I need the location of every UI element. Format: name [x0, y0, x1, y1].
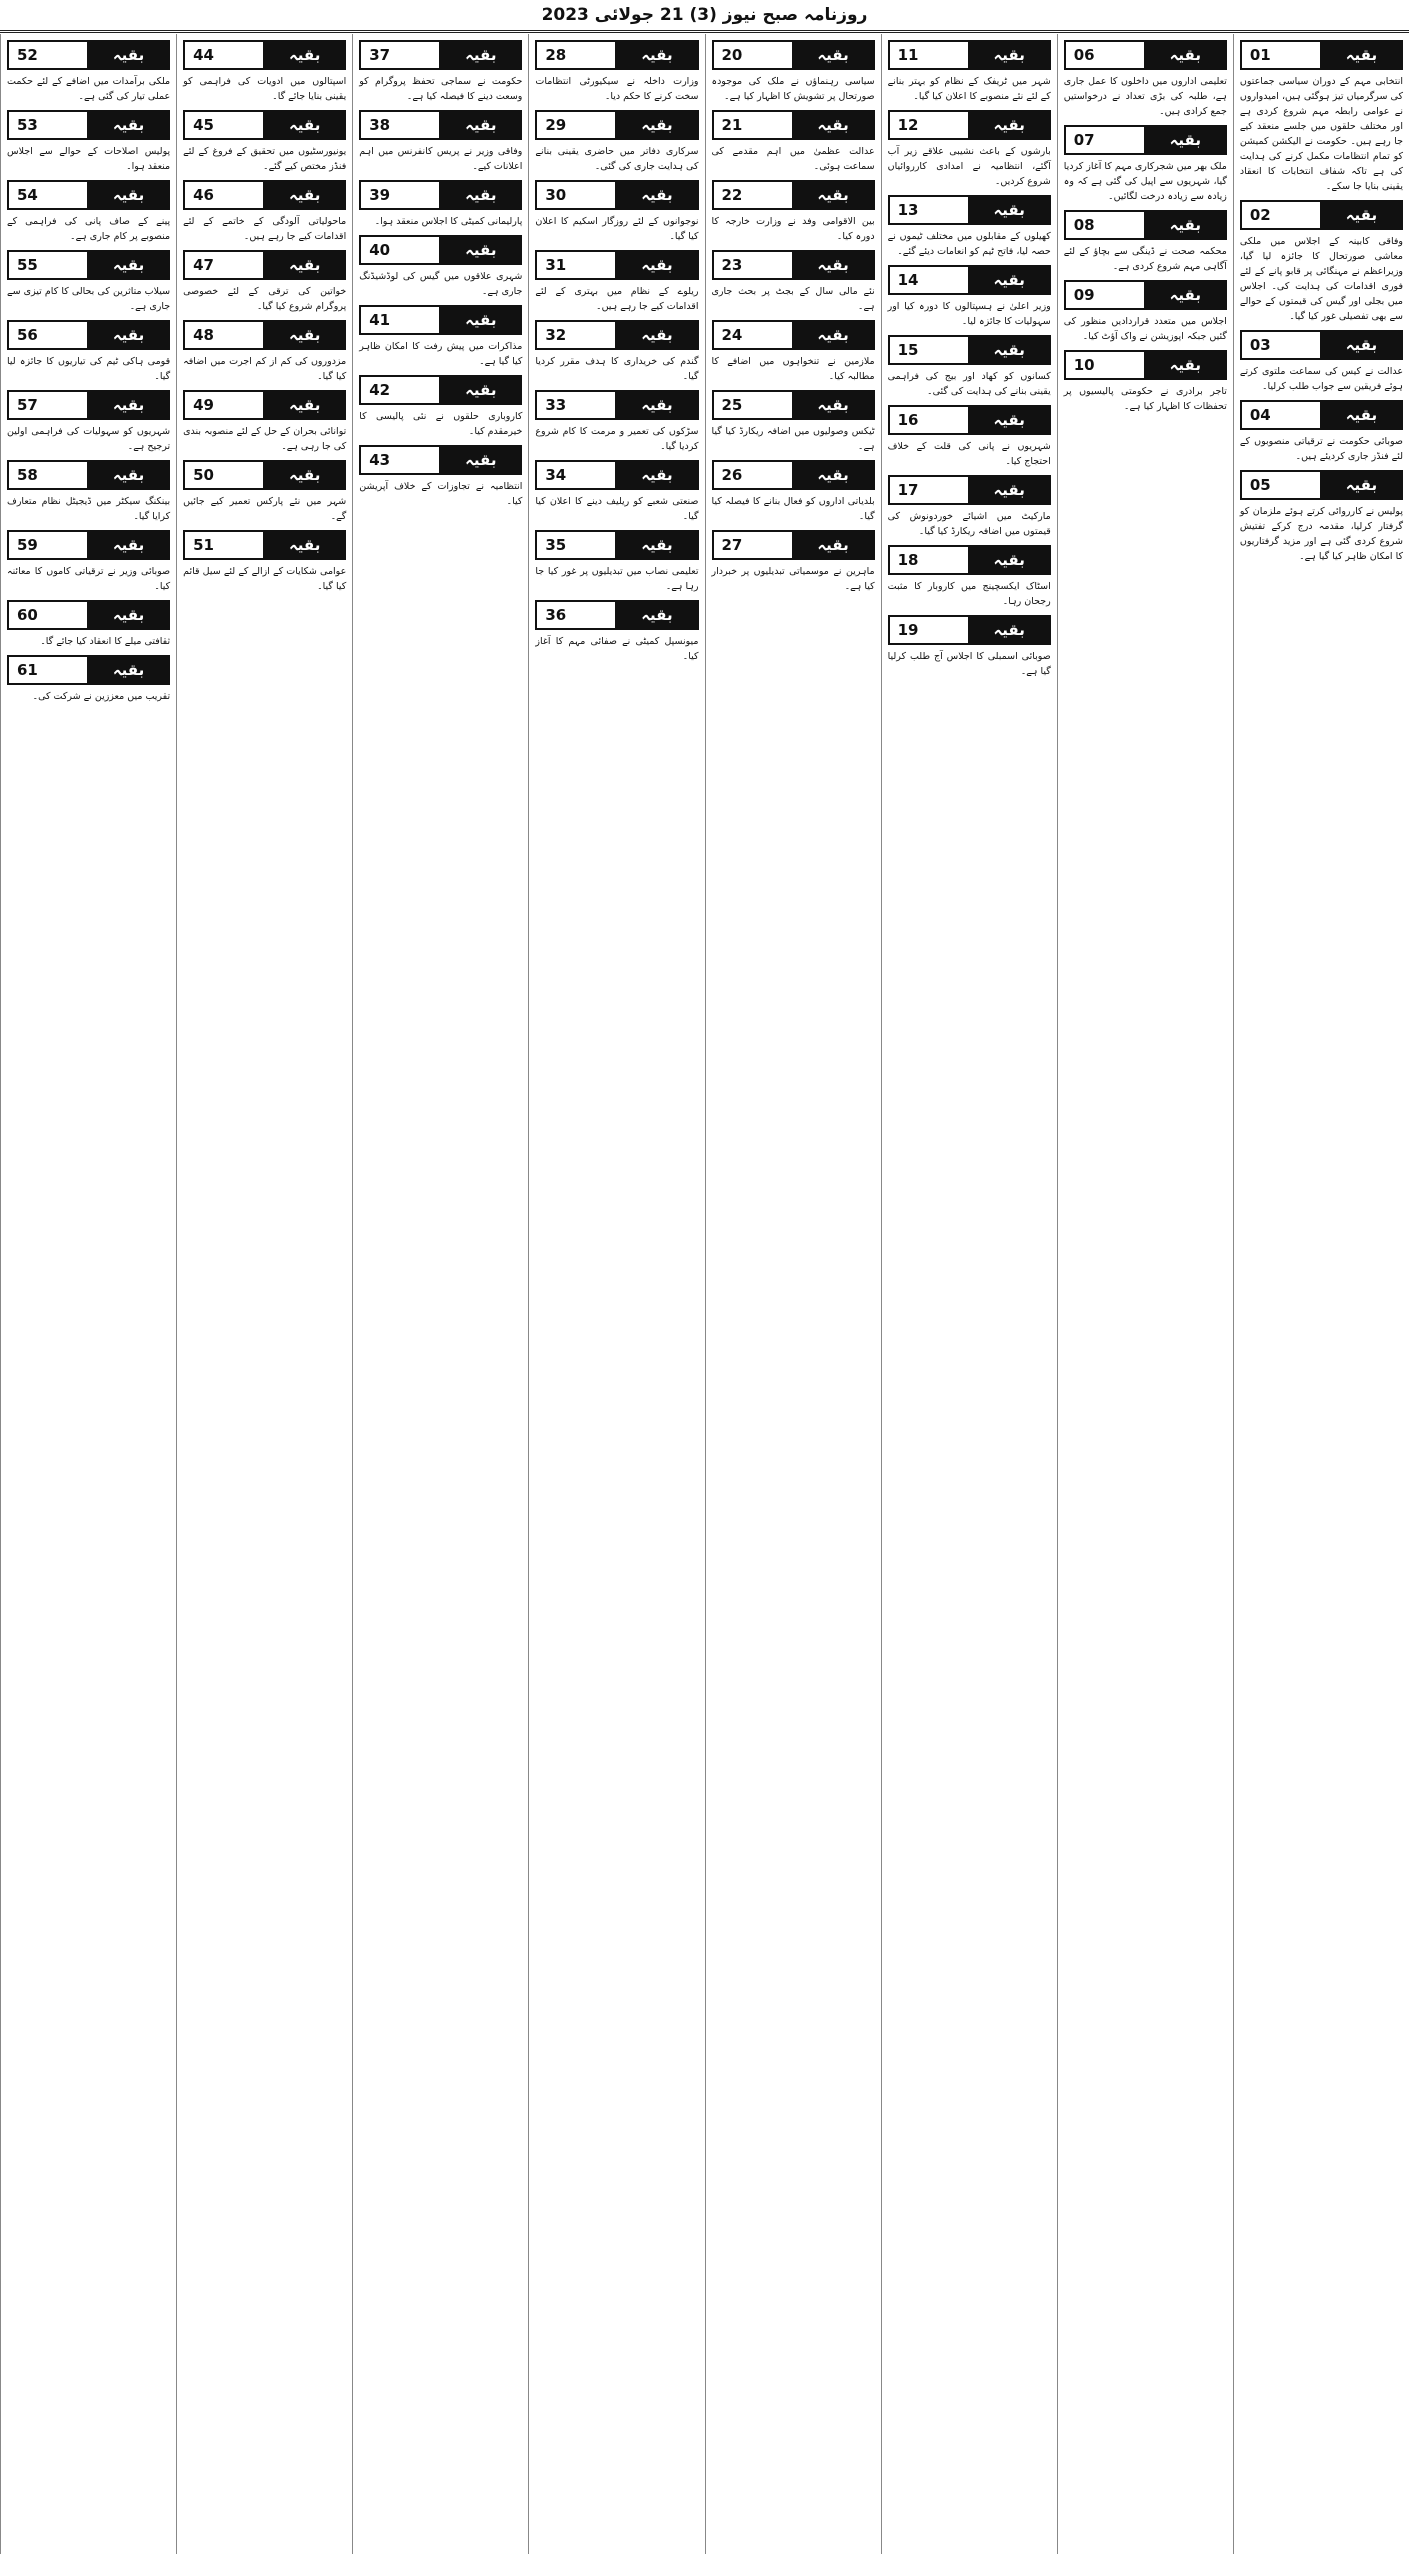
article-text: صنعتی شعبے کو ریلیف دینے کا اعلان کیا گیا۔ — [535, 496, 699, 522]
continuation-number: 37 — [361, 42, 441, 68]
news-column — [528, 34, 704, 2554]
news-column — [705, 34, 881, 2554]
continuation-tag — [535, 600, 698, 630]
article-text: نئے مالی سال کے بجٹ پر بحث جاری ہے۔ — [711, 286, 875, 312]
continuation-label: بقیہ — [617, 602, 696, 628]
continuation-label: بقیہ — [794, 182, 873, 208]
continuation-label: بقیہ — [265, 182, 344, 208]
continuation-number: 40 — [361, 237, 441, 263]
continuation-number: 16 — [890, 407, 970, 433]
continuation-tag — [359, 40, 522, 70]
continuation-label: بقیہ — [265, 322, 344, 348]
continuation-tag — [183, 460, 346, 490]
continuation-label: بقیہ — [1322, 332, 1401, 358]
continuation-label: بقیہ — [617, 322, 696, 348]
masthead-title: روزنامہ صبح نیوز (3) 21 جولائی 2023 — [0, 0, 1409, 33]
continuation-number: 36 — [537, 602, 617, 628]
article-text: شہری علاقوں میں گیس کی لوڈشیڈنگ جاری ہے۔ — [359, 271, 523, 297]
article-text: سرکاری دفاتر میں حاضری یقینی بنانے کی ہدایت جاری کی گئی۔ — [535, 146, 699, 172]
article-text: حکومت نے سماجی تحفظ پروگرام کو وسعت دینے کا فیصلہ کیا ہے۔ — [359, 76, 523, 102]
continuation-tag — [359, 180, 522, 210]
continuation-number: 59 — [9, 532, 89, 558]
continuation-number: 04 — [1242, 402, 1322, 428]
continuation-label: بقیہ — [265, 42, 344, 68]
continuation-number: 34 — [537, 462, 617, 488]
continuation-tag — [359, 110, 522, 140]
continuation-number: 41 — [361, 307, 441, 333]
continuation-number: 31 — [537, 252, 617, 278]
article-text: صوبائی اسمبلی کا اجلاس آج طلب کرلیا گیا ہے۔ — [887, 651, 1051, 677]
article-text: وفاقی وزیر نے پریس کانفرنس میں اہم اعلانات کیے۔ — [359, 146, 523, 172]
continuation-label: بقیہ — [441, 112, 520, 138]
continuation-number: 51 — [185, 532, 265, 558]
continuation-tag — [712, 110, 875, 140]
continuation-number: 30 — [537, 182, 617, 208]
continuation-tag — [888, 40, 1051, 70]
continuation-label: بقیہ — [794, 252, 873, 278]
article-text: مزدوروں کی کم از کم اجرت میں اضافہ کیا گیا۔ — [183, 356, 347, 382]
continuation-number: 20 — [714, 42, 794, 68]
continuation-tag — [359, 445, 522, 475]
article-text: تاجر برادری نے حکومتی پالیسیوں پر تحفظات کا اظہار کیا ہے۔ — [1063, 386, 1227, 412]
continuation-number: 06 — [1066, 42, 1146, 68]
continuation-tag — [7, 320, 170, 350]
continuation-tag — [7, 110, 170, 140]
continuation-tag — [535, 110, 698, 140]
continuation-label: بقیہ — [89, 112, 168, 138]
continuation-number: 52 — [9, 42, 89, 68]
article-text: انتظامیہ نے تجاوزات کے خلاف آپریشن کیا۔ — [359, 481, 523, 507]
continuation-tag — [535, 320, 698, 350]
continuation-label: بقیہ — [441, 307, 520, 333]
article-text: تعلیمی نصاب میں تبدیلیوں پر غور کیا جا رہا ہے۔ — [535, 566, 699, 592]
continuation-number: 33 — [537, 392, 617, 418]
article-text: اجلاس میں متعدد قراردادیں منظور کی گئیں جبکہ اپوزیشن نے واک آؤٹ کیا۔ — [1063, 316, 1227, 342]
article-text: محکمہ صحت نے ڈینگی سے بچاؤ کے لئے آگاہی مہم شروع کردی ہے۔ — [1063, 246, 1227, 272]
continuation-tag — [888, 110, 1051, 140]
news-column — [1233, 34, 1409, 2554]
article-text: پینے کے صاف پانی کی فراہمی کے منصوبے پر کام جاری ہے۔ — [7, 216, 171, 242]
continuation-tag — [7, 390, 170, 420]
continuation-number: 29 — [537, 112, 617, 138]
continuation-number: 09 — [1066, 282, 1146, 308]
article-text: کاروباری حلقوں نے نئی پالیسی کا خیرمقدم کیا۔ — [359, 411, 523, 437]
article-text: کھیلوں کے مقابلوں میں مختلف ٹیموں نے حصہ لیا، فاتح ٹیم کو انعامات دیئے گئے۔ — [887, 231, 1051, 257]
continuation-number: 03 — [1242, 332, 1322, 358]
continuation-label: بقیہ — [265, 532, 344, 558]
continuation-tag — [183, 320, 346, 350]
continuation-number: 44 — [185, 42, 265, 68]
continuation-label: بقیہ — [89, 602, 168, 628]
continuation-label: بقیہ — [265, 462, 344, 488]
continuation-tag — [712, 530, 875, 560]
continuation-label: بقیہ — [265, 392, 344, 418]
continuation-tag — [535, 250, 698, 280]
continuation-label: بقیہ — [441, 377, 520, 403]
continuation-label: بقیہ — [970, 547, 1049, 573]
continuation-tag — [183, 180, 346, 210]
continuation-number: 12 — [890, 112, 970, 138]
article-text: صوبائی وزیر نے ترقیاتی کاموں کا معائنہ کیا۔ — [7, 566, 171, 592]
article-text: بلدیاتی اداروں کو فعال بنانے کا فیصلہ کیا گیا۔ — [711, 496, 875, 522]
continuation-label: بقیہ — [1146, 212, 1225, 238]
continuation-label: بقیہ — [441, 42, 520, 68]
article-text: نوجوانوں کے لئے روزگار اسکیم کا اعلان کیا گیا۔ — [535, 216, 699, 242]
article-text: تعلیمی اداروں میں داخلوں کا عمل جاری ہے، طلبہ کی بڑی تعداد نے درخواستیں جمع کرادی ہیں۔ — [1063, 76, 1227, 117]
continuation-label: بقیہ — [1322, 402, 1401, 428]
continuation-number: 61 — [9, 657, 89, 683]
article-text: شہر میں ٹریفک کے نظام کو بہتر بنانے کے لئے نئے منصوبے کا اعلان کیا گیا۔ — [887, 76, 1051, 102]
continuation-label: بقیہ — [970, 407, 1049, 433]
article-text: یونیورسٹیوں میں تحقیق کے فروغ کے لئے فنڈز مختص کیے گئے۔ — [183, 146, 347, 172]
article-text: خواتین کی ترقی کے لئے خصوصی پروگرام شروع کیا گیا۔ — [183, 286, 347, 312]
continuation-label: بقیہ — [617, 392, 696, 418]
continuation-label: بقیہ — [1146, 42, 1225, 68]
continuation-tag — [888, 195, 1051, 225]
article-text: پولیس اصلاحات کے حوالے سے اجلاس منعقد ہوا۔ — [7, 146, 171, 172]
article-text: عدالت عظمیٰ میں اہم مقدمے کی سماعت ہوئی۔ — [711, 146, 875, 172]
continuation-tag — [7, 180, 170, 210]
article-text: عدالت نے کیس کی سماعت ملتوی کرتے ہوئے فریقین سے جواب طلب کرلیا۔ — [1239, 366, 1403, 392]
continuation-tag — [7, 600, 170, 630]
continuation-tag — [183, 250, 346, 280]
article-text: اسٹاک ایکسچینج میں کاروبار کا مثبت رجحان رہا۔ — [887, 581, 1051, 607]
article-text: انتخابی مہم کے دوران سیاسی جماعتوں کی سرگرمیاں تیز ہوگئی ہیں، امیدواروں نے عوامی رابطہ مہم شروع کردی ہے اور مختلف حلقوں میں جلسے منعقد کیے جا رہے ہیں۔ حکومت نے الیکشن کمیشن کو تمام انتظامات مکمل کرنے کی ہدایت کی ہے تاکہ شفاف انتخابات کا انعقاد یقینی بنایا جا سکے۔ — [1239, 76, 1403, 192]
continuation-tag — [183, 110, 346, 140]
continuation-tag — [7, 250, 170, 280]
continuation-tag — [183, 390, 346, 420]
continuation-label: بقیہ — [970, 42, 1049, 68]
continuation-number: 07 — [1066, 127, 1146, 153]
article-text: ٹیکس وصولیوں میں اضافہ ریکارڈ کیا گیا ہے۔ — [711, 426, 875, 452]
continuation-label: بقیہ — [441, 447, 520, 473]
article-text: گندم کی خریداری کا ہدف مقرر کردیا گیا۔ — [535, 356, 699, 382]
continuation-label: بقیہ — [617, 42, 696, 68]
continuation-number: 14 — [890, 267, 970, 293]
continuation-number: 21 — [714, 112, 794, 138]
continuation-tag — [535, 530, 698, 560]
continuation-label: بقیہ — [617, 252, 696, 278]
continuation-label: بقیہ — [617, 532, 696, 558]
continuation-number: 55 — [9, 252, 89, 278]
continuation-number: 25 — [714, 392, 794, 418]
article-text: عوامی شکایات کے ازالے کے لئے سیل قائم کیا گیا۔ — [183, 566, 347, 592]
continuation-label: بقیہ — [970, 112, 1049, 138]
continuation-number: 50 — [185, 462, 265, 488]
continuation-number: 53 — [9, 112, 89, 138]
continuation-tag — [1064, 125, 1227, 155]
article-text: شہریوں نے پانی کی قلت کے خلاف احتجاج کیا۔ — [887, 441, 1051, 467]
article-text: ثقافتی میلے کا انعقاد کیا جائے گا۔ — [40, 636, 171, 647]
article-text: توانائی بحران کے حل کے لئے منصوبہ بندی کی جا رہی ہے۔ — [183, 426, 347, 452]
continuation-tag — [888, 475, 1051, 505]
article-text: بینکنگ سیکٹر میں ڈیجیٹل نظام متعارف کرایا گیا۔ — [7, 496, 171, 522]
article-text: ریلوے کے نظام میں بہتری کے لئے اقدامات کیے جا رہے ہیں۔ — [535, 286, 699, 312]
continuation-label: بقیہ — [89, 322, 168, 348]
continuation-label: بقیہ — [265, 112, 344, 138]
continuation-number: 13 — [890, 197, 970, 223]
continuation-label: بقیہ — [89, 252, 168, 278]
continuation-number: 39 — [361, 182, 441, 208]
article-text: بارشوں کے باعث نشیبی علاقے زیر آب آگئے، انتظامیہ نے امدادی کارروائیاں شروع کردیں۔ — [887, 146, 1051, 187]
continuation-label: بقیہ — [1322, 42, 1401, 68]
news-column — [881, 34, 1057, 2554]
continuation-label: بقیہ — [794, 532, 873, 558]
news-column — [0, 34, 176, 2554]
article-text: شہر میں نئے پارکس تعمیر کیے جائیں گے۔ — [183, 496, 347, 522]
continuation-number: 01 — [1242, 42, 1322, 68]
article-text: میونسپل کمیٹی نے صفائی مہم کا آغاز کیا۔ — [535, 636, 699, 662]
continuation-number: 42 — [361, 377, 441, 403]
continuation-number: 38 — [361, 112, 441, 138]
continuation-number: 49 — [185, 392, 265, 418]
continuation-number: 56 — [9, 322, 89, 348]
article-text: سڑکوں کی تعمیر و مرمت کا کام شروع کردیا گیا۔ — [535, 426, 699, 452]
continuation-label: بقیہ — [265, 252, 344, 278]
continuation-label: بقیہ — [617, 182, 696, 208]
continuation-label: بقیہ — [1146, 282, 1225, 308]
continuation-label: بقیہ — [794, 322, 873, 348]
continuation-label: بقیہ — [1146, 127, 1225, 153]
continuation-label: بقیہ — [89, 182, 168, 208]
continuation-label: بقیہ — [89, 42, 168, 68]
article-text: مذاکرات میں پیش رفت کا امکان ظاہر کیا گیا ہے۔ — [359, 341, 523, 367]
continuation-number: 48 — [185, 322, 265, 348]
continuation-number: 60 — [9, 602, 89, 628]
continuation-tag — [712, 390, 875, 420]
continuation-label: بقیہ — [794, 42, 873, 68]
continuation-tag — [1064, 40, 1227, 70]
continuation-label: بقیہ — [970, 267, 1049, 293]
continuation-tag — [1064, 210, 1227, 240]
continuation-number: 18 — [890, 547, 970, 573]
article-text: کسانوں کو کھاد اور بیج کی فراہمی یقینی بنانے کی ہدایت کی گئی۔ — [887, 371, 1051, 397]
continuation-number: 58 — [9, 462, 89, 488]
article-text: وزارت داخلہ نے سیکیورٹی انتظامات سخت کرنے کا حکم دیا۔ — [535, 76, 699, 102]
continuation-tag — [535, 40, 698, 70]
continuation-number: 27 — [714, 532, 794, 558]
continuation-tag — [712, 40, 875, 70]
continuation-label: بقیہ — [89, 532, 168, 558]
continuation-label: بقیہ — [617, 462, 696, 488]
continuation-number: 32 — [537, 322, 617, 348]
continuation-number: 24 — [714, 322, 794, 348]
article-text: تقریب میں معززین نے شرکت کی۔ — [32, 691, 171, 702]
continuation-number: 35 — [537, 532, 617, 558]
continuation-tag — [359, 235, 522, 265]
continuation-number: 15 — [890, 337, 970, 363]
continuation-label: بقیہ — [441, 237, 520, 263]
article-text: سیاسی رہنماؤں نے ملک کی موجودہ صورتحال پر تشویش کا اظہار کیا ہے۔ — [711, 76, 875, 102]
continuation-label: بقیہ — [970, 617, 1049, 643]
continuation-label: بقیہ — [970, 477, 1049, 503]
article-text: وفاقی کابینہ کے اجلاس میں ملکی معاشی صورتحال کا جائزہ لیا گیا، وزیراعظم نے مہنگائی پر قابو پانے کے لئے فوری اقدامات کی ہدایت کی۔ اجلاس میں بجلی اور گیس کی قیمتوں کے حوالے سے بھی تفصیلی غور کیا گیا۔ — [1239, 236, 1403, 322]
news-column — [176, 34, 352, 2554]
continuation-number: 19 — [890, 617, 970, 643]
continuation-tag — [7, 530, 170, 560]
article-text: پولیس نے کارروائی کرتے ہوئے ملزمان کو گرفتار کرلیا، مقدمہ درج کرکے تفتیش شروع کردی گئی ہے اور مزید گرفتاریوں کا امکان ظاہر کیا گیا ہے۔ — [1239, 506, 1403, 562]
continuation-tag — [359, 305, 522, 335]
article-text: صوبائی حکومت نے ترقیاتی منصوبوں کے لئے فنڈز جاری کردیئے ہیں۔ — [1239, 436, 1403, 462]
continuation-tag — [7, 460, 170, 490]
continuation-tag — [888, 265, 1051, 295]
article-text: ماہرین نے موسمیاتی تبدیلیوں پر خبردار کیا ہے۔ — [711, 566, 875, 592]
article-text: ملازمین نے تنخواہوں میں اضافے کا مطالبہ کیا۔ — [711, 356, 875, 382]
continuation-tag — [183, 40, 346, 70]
continuation-tag — [7, 655, 170, 685]
continuation-label: بقیہ — [441, 182, 520, 208]
continuation-number: 11 — [890, 42, 970, 68]
continuation-label: بقیہ — [794, 112, 873, 138]
continuation-tag — [712, 250, 875, 280]
continuation-label: بقیہ — [89, 657, 168, 683]
continuation-tag — [888, 615, 1051, 645]
continuation-label: بقیہ — [794, 392, 873, 418]
continuation-tag — [888, 335, 1051, 365]
continuation-number: 45 — [185, 112, 265, 138]
article-text: وزیر اعلیٰ نے ہسپتالوں کا دورہ کیا اور سہولیات کا جائزہ لیا۔ — [887, 301, 1051, 327]
continuation-tag — [712, 180, 875, 210]
article-text: قومی ہاکی ٹیم کی تیاریوں کا جائزہ لیا گیا۔ — [7, 356, 171, 382]
continuation-number: 26 — [714, 462, 794, 488]
continuation-label: بقیہ — [1322, 472, 1401, 498]
continuation-number: 47 — [185, 252, 265, 278]
continuation-number: 23 — [714, 252, 794, 278]
news-column — [352, 34, 528, 2554]
article-text: ملکی برآمدات میں اضافے کے لئے حکمت عملی تیار کی گئی ہے۔ — [7, 76, 171, 102]
continuation-label: بقیہ — [794, 462, 873, 488]
continuation-tag — [1240, 200, 1403, 230]
continuation-tag — [1240, 400, 1403, 430]
continuation-tag — [7, 40, 170, 70]
continuation-tag — [712, 460, 875, 490]
continuation-tag — [183, 530, 346, 560]
continuation-label: بقیہ — [617, 112, 696, 138]
continuation-label: بقیہ — [970, 197, 1049, 223]
continuation-tag — [1064, 350, 1227, 380]
continuation-tag — [1240, 330, 1403, 360]
news-column — [1057, 34, 1233, 2554]
article-text: ملک بھر میں شجرکاری مہم کا آغاز کردیا گیا، شہریوں سے اپیل کی گئی ہے کہ وہ زیادہ سے زیادہ درخت لگائیں۔ — [1063, 161, 1227, 202]
continuation-tag — [712, 320, 875, 350]
continuation-label: بقیہ — [1322, 202, 1401, 228]
continuation-label: بقیہ — [1146, 352, 1225, 378]
article-text: مارکیٹ میں اشیائے خوردونوش کی قیمتوں میں اضافہ ریکارڈ کیا گیا۔ — [887, 511, 1051, 537]
article-text: بین الاقوامی وفد نے وزارت خارجہ کا دورہ کیا۔ — [711, 216, 875, 242]
continuation-number: 08 — [1066, 212, 1146, 238]
continuation-number: 17 — [890, 477, 970, 503]
continuation-tag — [535, 460, 698, 490]
continuation-tag — [535, 390, 698, 420]
continuation-label: بقیہ — [970, 337, 1049, 363]
article-text: شہریوں کو سہولیات کی فراہمی اولین ترجیح ہے۔ — [7, 426, 171, 452]
article-text: سیلاب متاثرین کی بحالی کا کام تیزی سے جاری ہے۔ — [7, 286, 171, 312]
continuation-tag — [1240, 470, 1403, 500]
continuation-number: 46 — [185, 182, 265, 208]
article-text: پارلیمانی کمیٹی کا اجلاس منعقد ہوا۔ — [374, 216, 523, 227]
continuation-label: بقیہ — [89, 462, 168, 488]
continuation-tag — [888, 545, 1051, 575]
continuation-number: 05 — [1242, 472, 1322, 498]
continuation-number: 54 — [9, 182, 89, 208]
continuation-label: بقیہ — [89, 392, 168, 418]
continuation-number: 43 — [361, 447, 441, 473]
article-text: ماحولیاتی آلودگی کے خاتمے کے لئے اقدامات کیے جا رہے ہیں۔ — [183, 216, 347, 242]
continuation-number: 22 — [714, 182, 794, 208]
continuation-tag — [888, 405, 1051, 435]
continuation-tag — [535, 180, 698, 210]
continuation-number: 28 — [537, 42, 617, 68]
continuation-tag — [1240, 40, 1403, 70]
continuation-tag — [359, 375, 522, 405]
continuation-number: 02 — [1242, 202, 1322, 228]
article-text: اسپتالوں میں ادویات کی فراہمی کو یقینی بنایا جائے گا۔ — [183, 76, 347, 102]
continuation-number: 57 — [9, 392, 89, 418]
continuation-tag — [1064, 280, 1227, 310]
continuation-number: 10 — [1066, 352, 1146, 378]
